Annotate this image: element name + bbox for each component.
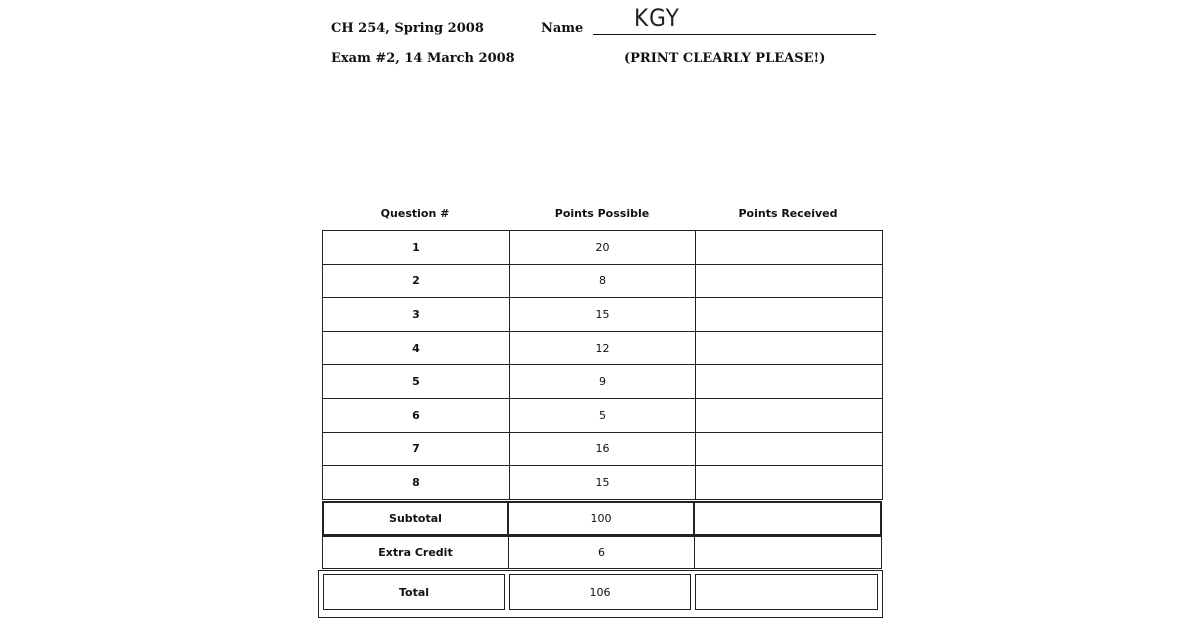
points-received [696,231,883,265]
score-table [322,230,883,500]
print-instruction: (PRINT CLEARLY PLEASE!) [624,51,826,66]
subtotal-possible: 100 [509,501,695,536]
points-received [696,466,883,500]
points-possible: 15 [510,298,696,332]
table-row [323,298,883,332]
question-number: 8 [323,466,510,500]
table-row [323,331,883,365]
question-number: 2 [323,264,510,298]
question-number: 7 [323,432,510,466]
extra-credit-row [322,536,882,569]
points-possible: 8 [510,264,696,298]
column-header-points-possible: Points Possible [554,207,650,220]
column-header-question: Question # [380,207,450,220]
points-possible: 5 [510,398,696,432]
points-possible: 12 [510,331,696,365]
points-possible: 15 [510,466,696,500]
points-possible: 9 [510,365,696,399]
table-row [323,264,883,298]
subtotal-label: Subtotal [322,501,509,536]
question-number: 6 [323,398,510,432]
points-received [696,398,883,432]
points-received [696,298,883,332]
points-received [696,331,883,365]
question-number: 1 [323,231,510,265]
total-possible: 106 [509,574,691,610]
name-label: Name [541,21,584,36]
points-received [696,264,883,298]
column-header-points-received: Points Received [738,207,838,220]
question-number: 5 [323,365,510,399]
extra-credit-possible: 6 [509,536,695,569]
total-label: Total [323,574,505,610]
points-received [696,365,883,399]
question-number: 3 [323,298,510,332]
table-row [323,466,883,500]
question-number: 4 [323,331,510,365]
table-row [323,365,883,399]
points-possible: 16 [510,432,696,466]
exam-title: Exam #2, 14 March 2008 [331,51,515,66]
subtotal-received [695,501,882,536]
table-row [323,432,883,466]
handwritten-name: KGY [634,4,680,32]
points-possible: 20 [510,231,696,265]
extra-credit-received [695,536,882,569]
subtotal-row [322,501,882,536]
course-title: CH 254, Spring 2008 [331,21,484,36]
name-line [593,34,876,35]
extra-credit-label: Extra Credit [322,536,509,569]
total-row [323,574,878,610]
total-received [695,574,878,610]
points-received [696,432,883,466]
table-row [323,231,883,265]
table-row [323,398,883,432]
